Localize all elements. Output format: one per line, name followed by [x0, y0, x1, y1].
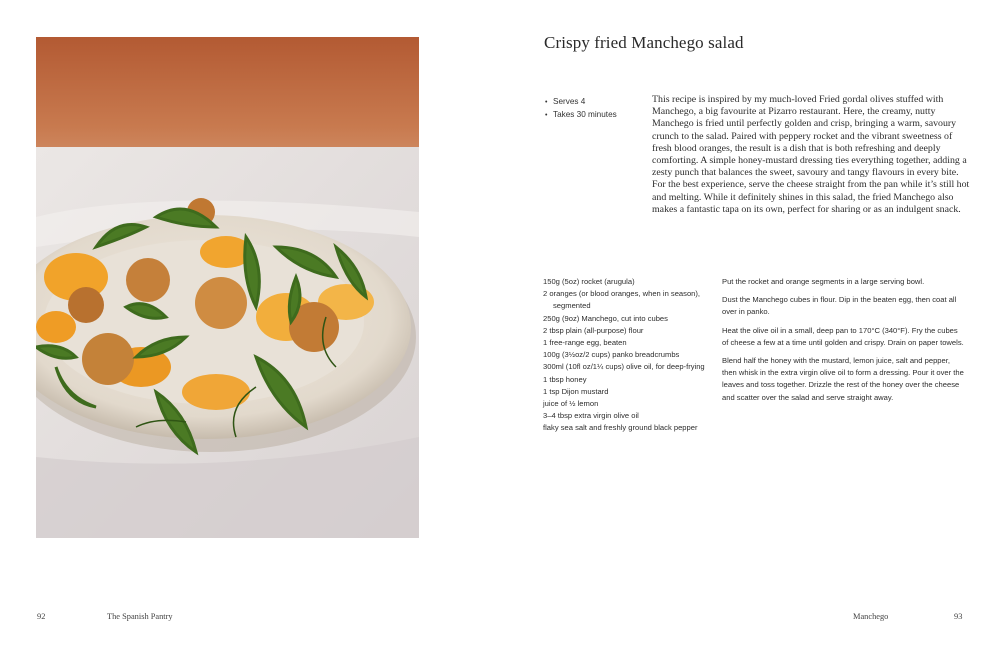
recipe-photo — [36, 37, 419, 538]
ingredients-list — [543, 276, 713, 435]
recipe-meta — [545, 96, 617, 122]
recipe-intro: This recipe is inspired by my much-loved Fried gordal olives stuffed with Manchego, a big favourite at Pizarro restaurant. Here, the creamy, nutty Manchego is fried until perfectly golden and crisp, bringing a warm, savoury crunch to the salad. Paired with peppery rocket and the vibrant sweetness of fresh blood oranges, the result is a dish that is both refreshing and deeply comforting. A simple honey-mustard dressing ties everything together, adding a zesty punch that balances the sweet, savoury and tangy flavours in every bite. For the best experience, serve the cheese straight from the pan while it’s still hot and melting. While it definitely shines in this salad, the fried Manchego also makes a fantastic tapa on its own, perfect for sharing or as an indulgent snack. — [652, 94, 970, 215]
recipe-title: Crispy fried Manchego salad — [544, 33, 744, 52]
right-running-head: Manchego — [853, 612, 889, 621]
ingredient-item: 1 tsp Dijon mustard — [543, 386, 609, 396]
ingredient-item: flaky sea salt and freshly ground black pepper — [543, 423, 698, 433]
right-page-number: 93 — [954, 612, 963, 621]
meta-time: • Takes 30 minutes — [545, 109, 617, 122]
left-page-number: 92 — [37, 612, 46, 621]
salad-plate-image — [36, 37, 419, 538]
ingredient-item: 1 tbsp honey — [543, 374, 587, 384]
meta-serves: • Serves 4 — [545, 96, 617, 109]
ingredient-item: 1 free-range egg, beaten — [543, 338, 627, 348]
ingredient-item: juice of ½ lemon — [543, 399, 599, 409]
ingredient-item: 250g (9oz) Manchego, cut into cubes — [543, 313, 668, 323]
ingredient-item: 2 tbsp plain (all-purpose) flour — [543, 325, 644, 335]
ingredient-item: 300ml (10fl oz/1¼ cups) olive oil, for deep-frying — [543, 362, 705, 372]
ingredient-item: 2 oranges (or blood oranges, when in season), segmented — [543, 289, 701, 311]
ingredient-item: 100g (3½oz/2 cups) panko breadcrumbs — [543, 350, 680, 360]
ingredient-item: 3–4 tbsp extra virgin olive oil — [543, 411, 639, 421]
ingredient-item: 150g (5oz) rocket (arugula) — [543, 277, 635, 286]
method-step: Blend half the honey with the mustard, lemon juice, salt and pepper, then whisk in the extra virgin olive oil to form a dressing. Pour it over the leaves and toss together. Drizzle the rest of the honey over the cheese and scatter over the salad and serve straight away. — [722, 356, 964, 402]
method-step: Heat the olive oil in a small, deep pan to 170°C (340°F). Fry the cubes of cheese a few at a time until golden and crispy. Drain on paper towels. — [722, 325, 964, 347]
method-steps — [722, 276, 966, 410]
method-step: Dust the Manchego cubes in flour. Dip in the beaten egg, then coat all over in panko. — [722, 295, 957, 317]
left-running-head: The Spanish Pantry — [107, 612, 173, 621]
method-step: Put the rocket and orange segments in a large serving bowl. — [722, 277, 925, 286]
